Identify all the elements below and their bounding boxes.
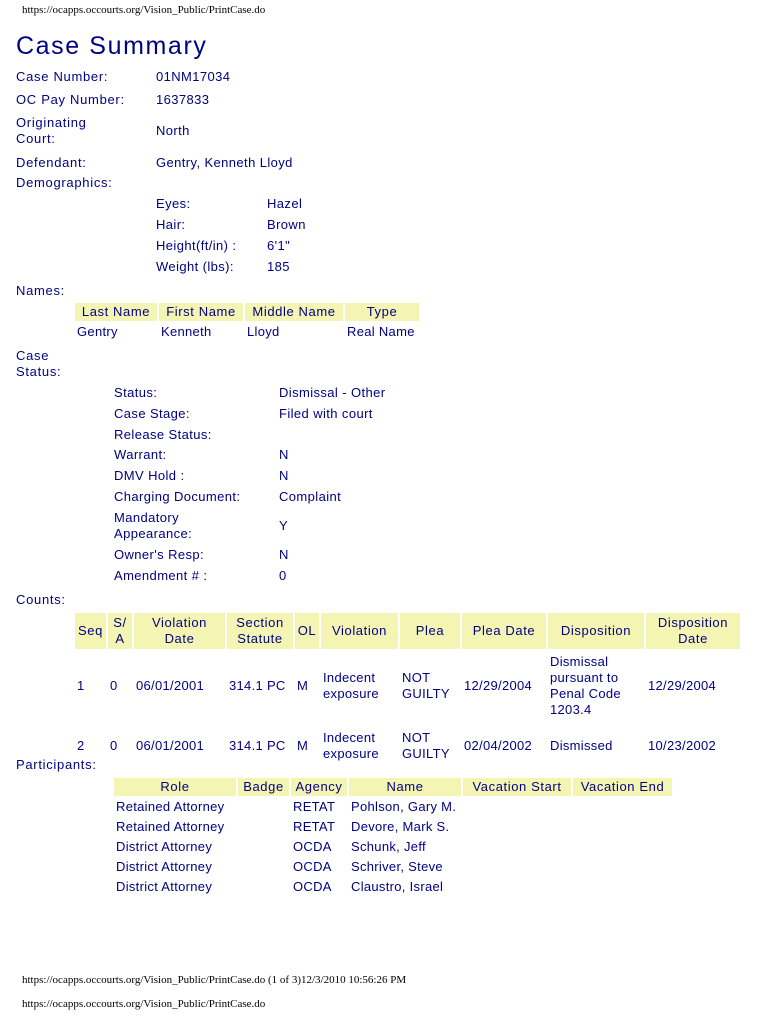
footer-url-page-info: https://ocapps.occourts.org/Vision_Public/PrintCase.do (1 of 3)12/3/2010 10:56:26 PM	[22, 974, 407, 986]
participant-vacation-start	[463, 798, 571, 816]
participant-agency: OCDA	[293, 879, 332, 894]
participant-role: District Attorney	[116, 879, 213, 894]
status-value: Dismissal - Other	[279, 385, 386, 400]
count-disposition: Dismissed	[550, 738, 613, 753]
participant-badge	[238, 838, 289, 856]
names-cell-middle: Lloyd	[247, 324, 280, 339]
participant-role: District Attorney	[116, 839, 213, 854]
count-disposition-date: 12/29/2004	[648, 678, 717, 693]
counts-header-disposition-date: Disposition Date	[646, 613, 740, 649]
counts-header-sa: S/ A	[108, 613, 132, 649]
owners-resp-value: N	[279, 547, 289, 562]
table-row	[114, 878, 672, 896]
count-plea: NOT GUILTY	[402, 670, 450, 701]
participant-name: Schunk, Jeff	[351, 839, 426, 854]
names-header-middle: Middle Name	[245, 303, 343, 321]
participant-agency: RETAT	[293, 819, 336, 834]
participants-table	[112, 776, 674, 898]
table-row	[75, 723, 740, 769]
status-label: Status:	[114, 385, 158, 400]
names-header-type: Type	[345, 303, 419, 321]
demographics-label: Demographics:	[16, 175, 113, 190]
participants-header-vacation-start: Vacation Start	[463, 778, 571, 796]
count-violation-date: 06/01/2001	[136, 678, 205, 693]
participant-name: Schriver, Steve	[351, 859, 443, 874]
originating-court-value: North	[156, 123, 190, 138]
count-section-statute: 314.1 PC	[229, 738, 286, 753]
names-cell-type: Real Name	[347, 324, 415, 339]
footer-url: https://ocapps.occourts.org/Vision_Public/PrintCase.do	[22, 998, 266, 1010]
case-number-label: Case Number:	[16, 69, 109, 84]
participants-header-agency: Agency	[291, 778, 347, 796]
defendant-label: Defendant:	[16, 155, 87, 170]
participants-header-role: Role	[114, 778, 236, 796]
counts-header-plea: Plea	[400, 613, 460, 649]
count-seq: 1	[77, 678, 85, 693]
release-status-label: Release Status:	[114, 427, 212, 442]
demographics-eyes-label: Eyes:	[156, 196, 191, 211]
participant-badge	[238, 798, 289, 816]
counts-header-violation: Violation	[321, 613, 398, 649]
table-row	[75, 651, 740, 721]
counts-header-disposition: Disposition	[548, 613, 644, 649]
participant-vacation-end	[573, 858, 672, 876]
names-label: Names:	[16, 283, 65, 298]
participant-vacation-end	[573, 838, 672, 856]
counts-header-section-statute: Section Statute	[227, 613, 293, 649]
counts-header-seq: Seq	[75, 613, 106, 649]
amendment-value: 0	[279, 568, 287, 583]
names-header-last: Last Name	[75, 303, 157, 321]
dmv-hold-value: N	[279, 468, 289, 483]
demographics-height-label: Height(ft/in) :	[156, 238, 237, 253]
participant-agency: RETAT	[293, 799, 336, 814]
count-plea-date: 12/29/2004	[464, 678, 533, 693]
participant-vacation-start	[463, 818, 571, 836]
mandatory-appearance-label	[114, 510, 192, 542]
participant-name: Pohlson, Gary M.	[351, 799, 457, 814]
participant-name: Claustro, Israel	[351, 879, 444, 894]
count-plea-date: 02/04/2002	[464, 738, 533, 753]
participant-vacation-start	[463, 878, 571, 896]
participants-header-vacation-end: Vacation End	[573, 778, 672, 796]
owners-resp-label: Owner's Resp:	[114, 547, 205, 562]
counts-label: Counts:	[16, 592, 66, 607]
warrant-label: Warrant:	[114, 447, 167, 462]
mandatory-appearance-label-line1: Mandatory	[114, 510, 180, 525]
count-disposition-date: 10/23/2002	[648, 738, 717, 753]
participant-badge	[238, 858, 289, 876]
participants-header-badge: Badge	[238, 778, 289, 796]
participant-role: Retained Attorney	[116, 819, 225, 834]
participant-vacation-end	[573, 818, 672, 836]
participant-role: Retained Attorney	[116, 799, 225, 814]
page-title: Case Summary	[16, 32, 208, 60]
count-ol: M	[297, 678, 309, 693]
count-sa: 0	[110, 738, 118, 753]
case-status-label-line2: Status:	[16, 364, 62, 379]
count-ol: M	[297, 738, 309, 753]
mandatory-appearance-label-line2: Appearance:	[114, 526, 193, 541]
participant-name: Devore, Mark S.	[351, 819, 450, 834]
participant-vacation-end	[573, 798, 672, 816]
originating-court-label-line2: Court:	[16, 131, 56, 146]
participant-badge	[238, 878, 289, 896]
participant-role: District Attorney	[116, 859, 213, 874]
names-cell-first: Kenneth	[161, 324, 212, 339]
demographics-weight-value: 185	[267, 259, 290, 274]
names-header-row	[75, 303, 419, 321]
case-status-label	[16, 348, 61, 380]
demographics-hair-label: Hair:	[156, 217, 186, 232]
table-row	[75, 323, 419, 341]
case-number-value: 01NM17034	[156, 69, 231, 84]
participants-header-row	[114, 778, 672, 796]
counts-header-violation-date: Violation Date	[134, 613, 225, 649]
table-row	[114, 798, 672, 816]
header-url: https://ocapps.occourts.org/Vision_Public/PrintCase.do	[22, 4, 266, 16]
count-violation-date: 06/01/2001	[136, 738, 205, 753]
demographics-eyes-value: Hazel	[267, 196, 303, 211]
participants-header-name: Name	[349, 778, 461, 796]
demographics-weight-label: Weight (lbs):	[156, 259, 234, 274]
dmv-hold-label: DMV Hold :	[114, 468, 185, 483]
count-disposition: Dismissal pursuant to Penal Code 1203.4	[550, 654, 621, 717]
table-row	[114, 838, 672, 856]
demographics-hair-value: Brown	[267, 217, 306, 232]
table-row	[114, 858, 672, 876]
count-section-statute: 314.1 PC	[229, 678, 286, 693]
count-plea: NOT GUILTY	[402, 730, 450, 761]
originating-court-label-line1: Originating	[16, 115, 87, 130]
oc-pay-value: 1637833	[156, 92, 210, 107]
amendment-label: Amendment # :	[114, 568, 208, 583]
oc-pay-label: OC Pay Number:	[16, 92, 125, 107]
warrant-value: N	[279, 447, 289, 462]
participant-badge	[238, 818, 289, 836]
counts-header-ol: OL	[295, 613, 319, 649]
participant-vacation-end	[573, 878, 672, 896]
counts-header-plea-date: Plea Date	[462, 613, 546, 649]
participant-agency: OCDA	[293, 839, 332, 854]
names-header-first: First Name	[159, 303, 243, 321]
demographics-height-value: 6'1"	[267, 238, 291, 253]
count-sa: 0	[110, 678, 118, 693]
participants-label: Participants:	[16, 757, 97, 772]
counts-table	[73, 611, 742, 771]
count-seq: 2	[77, 738, 85, 753]
table-row	[114, 818, 672, 836]
participant-vacation-start	[463, 858, 571, 876]
mandatory-appearance-value: Y	[279, 518, 289, 533]
count-violation: Indecent exposure	[323, 670, 379, 701]
case-stage-label: Case Stage:	[114, 406, 190, 421]
case-stage-value: Filed with court	[279, 406, 373, 421]
names-cell-last: Gentry	[77, 324, 118, 339]
count-violation: Indecent exposure	[323, 730, 379, 761]
originating-court-label	[16, 115, 87, 147]
names-table	[73, 301, 421, 343]
case-status-label-line1: Case	[16, 348, 50, 363]
charging-document-value: Complaint	[279, 489, 342, 504]
participant-vacation-start	[463, 838, 571, 856]
charging-document-label: Charging Document:	[114, 489, 241, 504]
participant-agency: OCDA	[293, 859, 332, 874]
counts-header-row	[75, 613, 740, 649]
defendant-value: Gentry, Kenneth Lloyd	[156, 155, 293, 170]
